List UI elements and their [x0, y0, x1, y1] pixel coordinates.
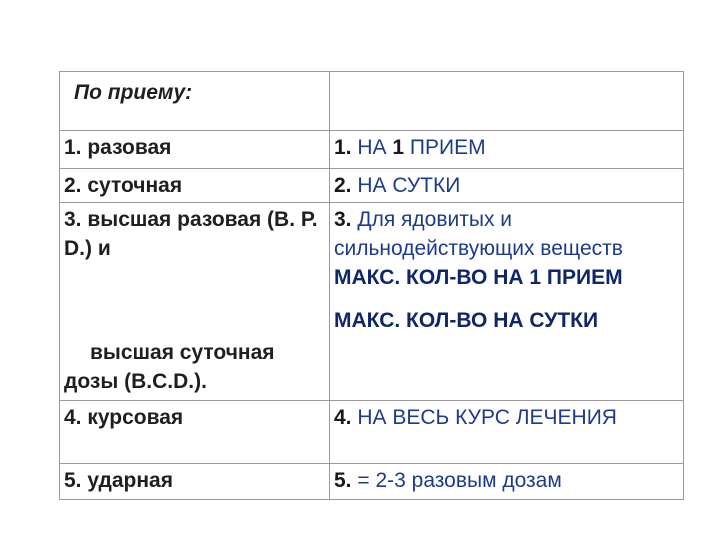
header-cell-right [330, 72, 684, 131]
table-row [60, 401, 684, 464]
row-1-number: 1. [334, 136, 352, 159]
row-3-strong-2: МАКС. КОЛ-ВО НА СУТКИ [334, 309, 599, 332]
row-5-number: 5. [334, 469, 352, 492]
row-3-label-bottom-1 [64, 338, 325, 367]
row-5-text: = 2-3 разовым дозам [357, 469, 562, 492]
row-3-label [60, 203, 330, 401]
table-row [60, 464, 684, 500]
row-4-label: 4. курсовая [60, 401, 330, 464]
row-4-number: 4. [334, 406, 352, 429]
row-3-value-block [334, 205, 679, 292]
row-3-label-bottom-1-text: высшая суточная [90, 341, 275, 364]
row-3-strong-1: МАКС. КОЛ-ВО НА 1 ПРИЕМ [334, 266, 623, 289]
row-2-text: НА СУТКИ [357, 174, 461, 197]
row-1-label: 1. разовая [60, 131, 330, 169]
row-5-label: 5. ударная [60, 464, 330, 500]
row-3-value [330, 203, 684, 401]
row-5-value [330, 464, 684, 500]
table-row [60, 203, 684, 401]
row-4-value [330, 401, 684, 464]
row-3-label-top: 3. высшая разовая (В. Р. D.) и [64, 208, 318, 260]
table-row [60, 169, 684, 203]
row-2-label: 2. суточная [60, 169, 330, 203]
dose-table [59, 71, 684, 500]
header-cell-left: По приему: [60, 72, 330, 131]
table-row [60, 131, 684, 169]
row-2-value [330, 169, 684, 203]
row-1-text-mid: 1 [392, 136, 405, 159]
row-2-number: 2. [334, 174, 352, 197]
row-4-text: НА ВЕСЬ КУРС ЛЕЧЕНИЯ [357, 406, 617, 429]
table-header-row [60, 72, 684, 131]
row-3-text: Для ядовитых и сильнодействующих веществ [334, 208, 623, 260]
row-3-number: 3. [334, 208, 352, 231]
row-1-value [330, 131, 684, 169]
row-1-text-post: ПРИЕМ [409, 136, 486, 159]
row-3-label-bottom-2: дозы (В.С.D.). [64, 370, 207, 393]
row-1-text-pre: НА [357, 136, 387, 159]
